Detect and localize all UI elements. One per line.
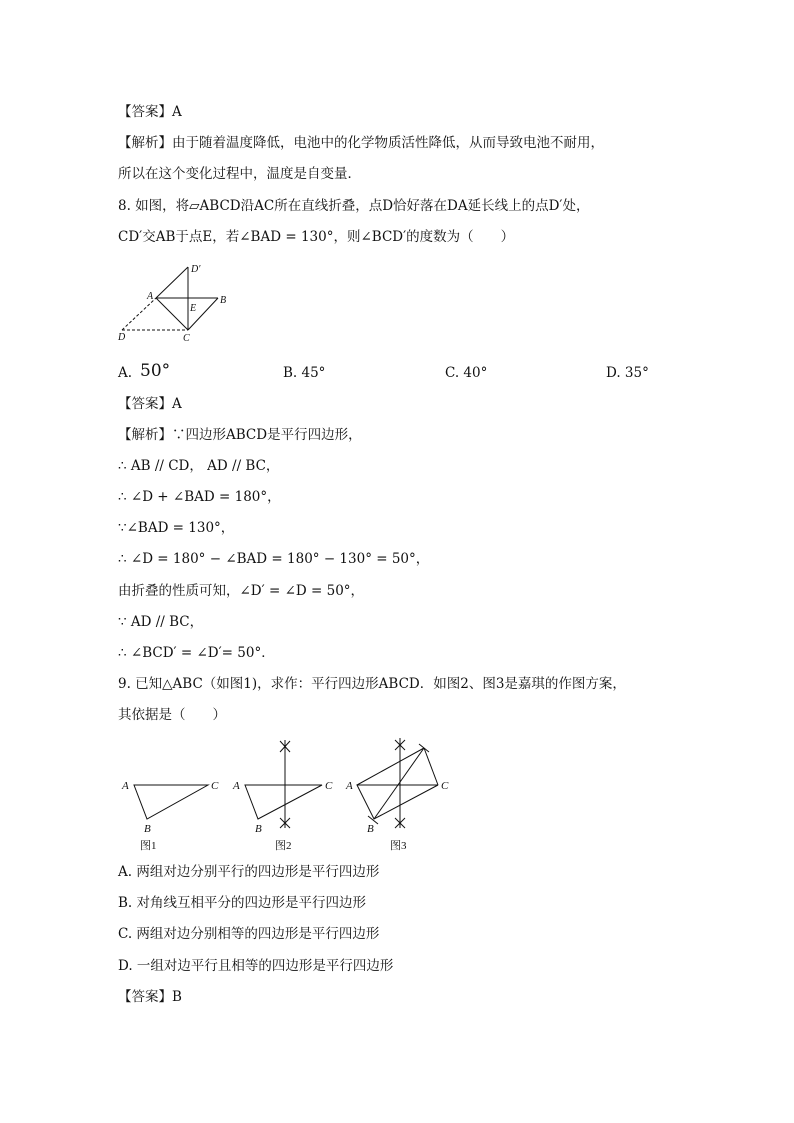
q8-figure bbox=[112, 258, 242, 348]
q8-label-B: B bbox=[220, 295, 227, 306]
q8-label-Dprime: D′ bbox=[191, 264, 201, 275]
q9-fig3-label-A: A bbox=[346, 780, 353, 792]
q8-solution-line7: ∵ AD // BC， bbox=[118, 614, 204, 630]
q8-label-A: A bbox=[147, 291, 154, 302]
q9-fig2-caption: 图2 bbox=[275, 840, 292, 852]
q8-solution-line2: ∴ AB // CD， AD // BC， bbox=[118, 458, 280, 474]
q9-fig3-side-DC bbox=[424, 748, 438, 785]
q8-solution-line6: 由折叠的性质可知，∠D′ = ∠D = 50°， bbox=[118, 583, 365, 599]
q8-solution-line3: ∴ ∠D + ∠BAD = 180°， bbox=[118, 489, 281, 505]
q8-stem-line2: CD′交AB于点E，若∠BAD = 130°，则∠BCD′的度数为（ ） bbox=[118, 229, 515, 245]
q9-fig2-label-A: A bbox=[233, 780, 240, 792]
q9-stem-line2: 其依据是（ ） bbox=[118, 707, 226, 723]
q8-label-E: E bbox=[190, 303, 197, 314]
q9-fig3-caption: 图3 bbox=[390, 840, 407, 852]
q8-label-D: D bbox=[118, 332, 126, 343]
q9-stem-line1: 9. 已知△ABC（如图1)，求作：平行四边形ABCD．如图2、图3是嘉琪的作图方案， bbox=[118, 676, 626, 692]
q9-option-b: B. 对角线互相平分的四边形是平行四边形 bbox=[118, 895, 367, 911]
q8-option-d: D. 35° bbox=[606, 365, 649, 381]
q9-fig1-caption: 图1 bbox=[140, 840, 157, 852]
q8-solution-line8: ∴ ∠BCD′ = ∠D′= 50°． bbox=[118, 645, 275, 661]
q8-option-a-value: 50° bbox=[140, 361, 171, 381]
q9-fig3-triangle bbox=[357, 785, 438, 819]
q9-fig3-diagonal-BD bbox=[374, 748, 424, 819]
q9-fig3-arc-mark bbox=[419, 744, 429, 752]
q7-analysis-line2: 所以在这个变化过程中，温度是自变量． bbox=[118, 166, 361, 182]
q9-fig1-triangle bbox=[134, 785, 208, 819]
q9-answer: 【答案】B bbox=[118, 989, 182, 1005]
q9-fig1-label-A: A bbox=[122, 780, 129, 792]
q9-option-d: D. 一组对边平行且相等的四边形是平行四边形 bbox=[118, 958, 394, 974]
q9-fig3-label-B: B bbox=[367, 823, 374, 835]
q9-fig3-side-AD bbox=[357, 748, 424, 785]
q7-answer: 【答案】A bbox=[118, 104, 182, 120]
q9-option-c: C. 两组对边分别相等的四边形是平行四边形 bbox=[118, 926, 380, 942]
q9-fig1-label-C: C bbox=[211, 780, 219, 792]
q8-solution-line5: ∴ ∠D = 180° − ∠BAD = 180° − 130° = 50°， bbox=[118, 551, 430, 567]
q9-fig1-label-B: B bbox=[144, 823, 151, 835]
q8-option-b: B. 45° bbox=[283, 365, 326, 381]
q8-segment-AC bbox=[156, 298, 188, 330]
q8-label-C: C bbox=[183, 333, 190, 344]
q9-fig2-label-C: C bbox=[325, 780, 333, 792]
q9-fig2-label-B: B bbox=[255, 823, 262, 835]
q8-option-a-letter: A. bbox=[118, 365, 133, 381]
q9-option-a: A. 两组对边分别平行的四边形是平行四边形 bbox=[118, 864, 380, 880]
q9-fig3-label-C: C bbox=[441, 780, 449, 792]
q8-segment-AD' bbox=[156, 267, 188, 298]
q8-answer: 【答案】A bbox=[118, 396, 182, 412]
q8-segment-DA-dashed bbox=[122, 298, 156, 330]
q8-solution-line4: ∵∠BAD = 130°， bbox=[118, 520, 235, 536]
q7-analysis-line1: 【解析】由于随着温度降低，电池中的化学物质活性降低，从而导致电池不耐用， bbox=[118, 135, 604, 151]
q8-option-c: C. 40° bbox=[445, 365, 488, 381]
q9-fig2-triangle bbox=[245, 785, 322, 819]
q9-figures bbox=[112, 732, 472, 857]
q8-solution-line1: 【解析】∵四边形ABCD是平行四边形， bbox=[118, 427, 362, 443]
q8-stem-line1: 8. 如图，将▱ABCD沿AC所在直线折叠，点D恰好落在DA延长线上的点D′处， bbox=[118, 198, 590, 214]
